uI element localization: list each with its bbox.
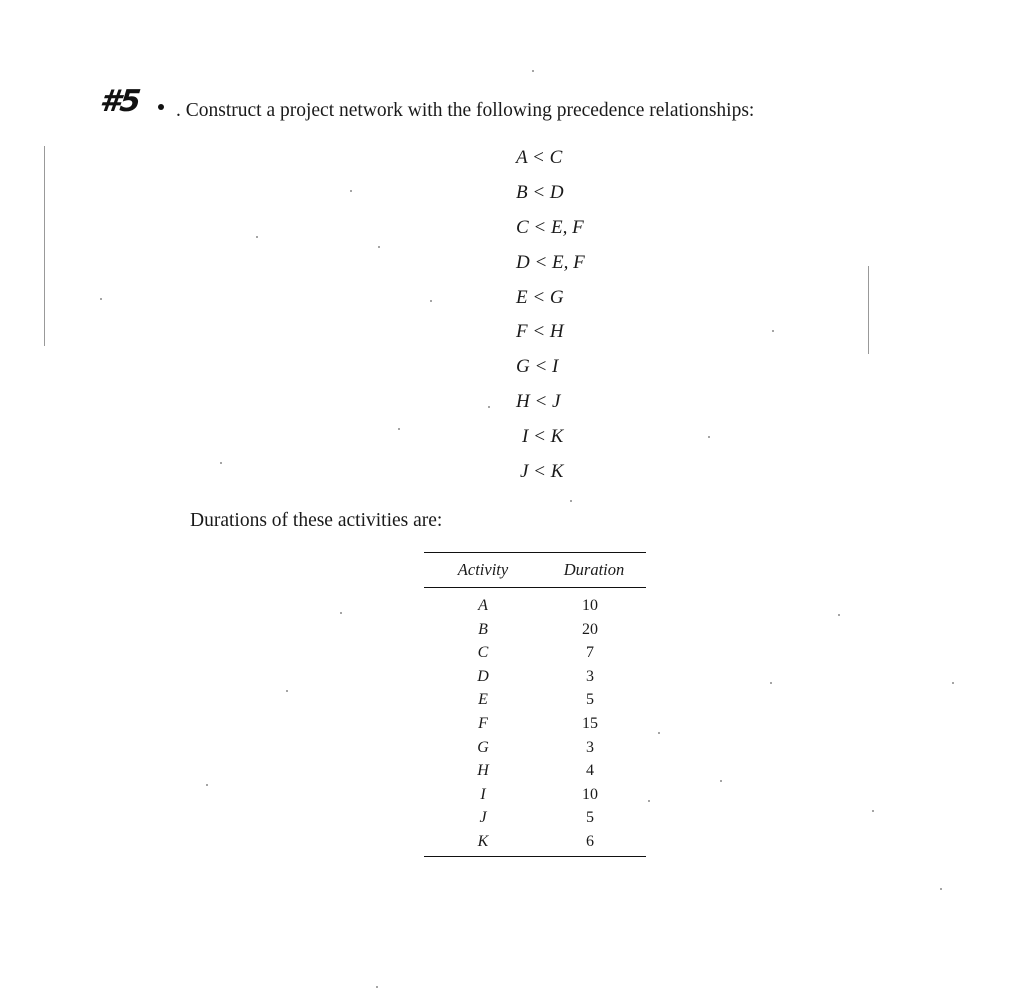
relation-item: B < D: [516, 181, 564, 203]
relation-item: H < J: [516, 391, 561, 413]
activity-cell: H: [477, 762, 489, 780]
relation-item: E < G: [516, 286, 564, 308]
duration-cell: 5: [586, 809, 594, 827]
table-body: [424, 588, 646, 856]
table-row: [424, 806, 646, 830]
activity-cell: I: [480, 785, 486, 803]
column-header-activity: Activity: [457, 560, 509, 579]
duration-cell: 3: [586, 667, 594, 685]
duration-cell: 7: [586, 644, 594, 662]
activity-cell: C: [477, 644, 489, 662]
relation-item: I < K: [522, 426, 564, 448]
activity-cell: B: [478, 620, 488, 638]
relation-item: J < K: [520, 461, 564, 483]
table-row: [424, 736, 646, 760]
table-row: [424, 712, 646, 736]
table-row: [424, 641, 646, 665]
problem-prompt: . Construct a project network with the following precedence relationships:: [176, 100, 755, 121]
duration-cell: 4: [586, 762, 594, 780]
activity-cell: J: [479, 809, 487, 827]
table-row: [424, 594, 646, 618]
relation-item: D < E, F: [516, 251, 585, 273]
table-row: [424, 618, 646, 642]
activity-cell: K: [477, 832, 489, 850]
relation-item: F < H: [516, 321, 564, 343]
duration-cell: 20: [582, 620, 598, 638]
problem-number: #5: [98, 84, 142, 119]
duration-cell: 6: [586, 832, 594, 850]
duration-cell: 10: [582, 597, 598, 614]
activity-cell: F: [478, 714, 488, 732]
column-header-duration: Duration: [563, 560, 625, 579]
precedence-relations: [516, 146, 636, 495]
relation-item: G < I: [516, 356, 559, 378]
durations-intro: Durations of these activities are:: [190, 510, 443, 531]
relation-item: A < C: [516, 147, 563, 168]
activity-cell: E: [478, 691, 488, 709]
duration-cell: 10: [582, 785, 598, 803]
duration-cell: 15: [582, 714, 598, 732]
scan-artifact-line: [868, 266, 869, 354]
scan-artifact-line: [44, 146, 45, 346]
handwritten-dot: [158, 104, 164, 110]
relation-item: C < E, F: [516, 216, 584, 238]
table-row: [424, 830, 646, 854]
table-row: [424, 665, 646, 689]
activity-cell: D: [477, 667, 489, 685]
table-row: [424, 688, 646, 712]
activity-cell: G: [477, 738, 489, 756]
durations-table: [424, 552, 646, 857]
table-row: [424, 783, 646, 807]
duration-cell: 3: [586, 738, 594, 756]
table-row: [424, 759, 646, 783]
duration-cell: 5: [586, 691, 594, 709]
table-header: [424, 553, 646, 588]
activity-cell: A: [478, 597, 488, 614]
